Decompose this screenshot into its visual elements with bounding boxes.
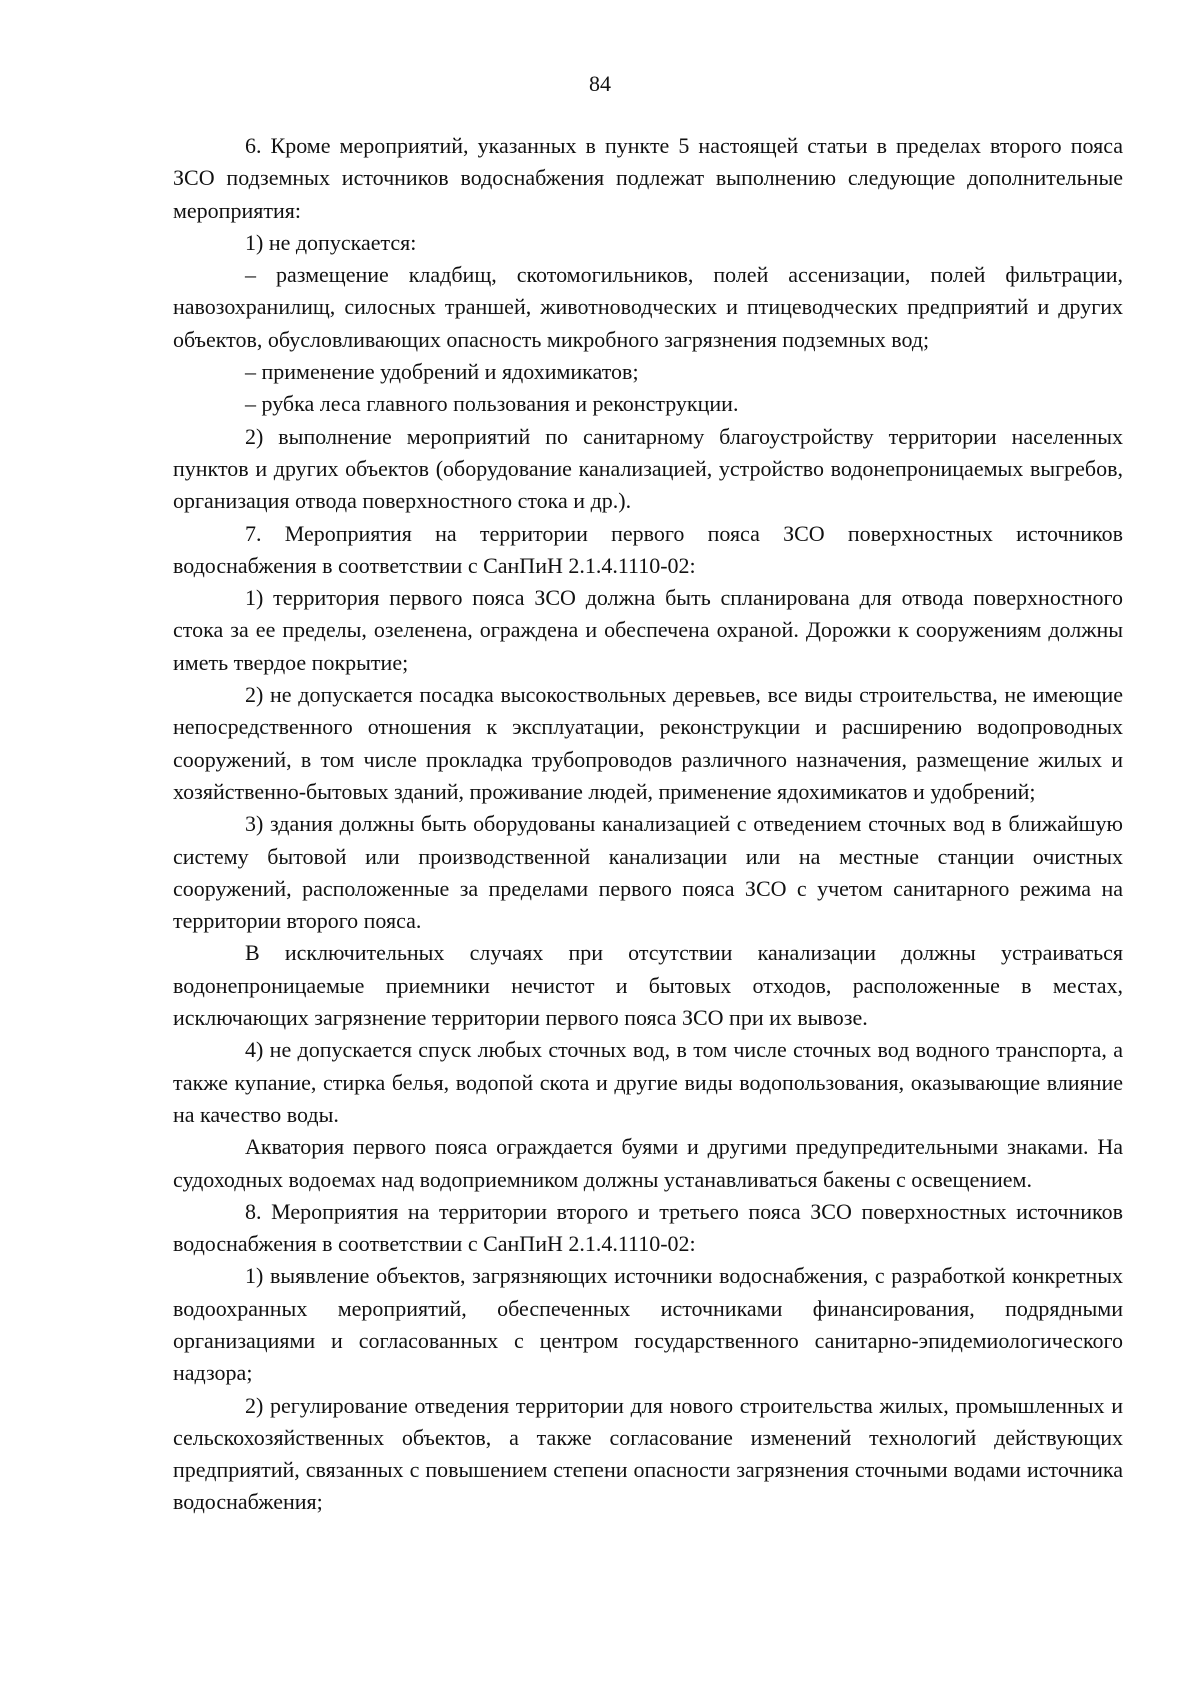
paragraph-7-intro: 7. Мероприятия на территории первого пояса ЗСО поверхностных источников водоснабжения в соответствии с СанПиН 2.1.4.1110-02: (173, 520, 1123, 578)
paragraph-6-item-1-dash-2: – применение удобрений и ядохимикатов; (245, 359, 639, 385)
paragraph-6-item-1-dash-3: – рубка леса главного пользования и реконструкции. (245, 391, 739, 417)
paragraph-6-item-1: 1) не допускается: (245, 229, 417, 255)
page-number: 84 (589, 71, 611, 96)
paragraph-7-aquatory: Акватория первого пояса ограждается буями и другими предупредительными знаками. На судоходных водоемах над водоприемником должны устанавливаться бакены с освещением. (173, 1134, 1123, 1192)
paragraph-6-intro: 6. Кроме мероприятий, указанных в пункте 5 настоящей статьи в пределах второго пояса ЗСО подземных источников водоснабжения подлежат выполнению следующие дополнительные мероприятия: (173, 133, 1123, 223)
paragraph-6-item-2: 2) выполнение мероприятий по санитарному благоустройству территории населенных пунктов и других объектов (оборудование канализацией, устройство водонепроницаемых выгребов, организация отвода поверхностного стока и др.). (173, 423, 1123, 514)
paragraph-7-item-3: 3) здания должны быть оборудованы канализацией с отведением сточных вод в ближайшую систему бытовой или производственной канализации или на местные станции очистных сооружений, расположенные за пределами первого пояса ЗСО с учетом санитарного режима на территории второго пояса. (173, 811, 1123, 934)
paragraph-8-intro: 8. Мероприятия на территории второго и третьего пояса ЗСО поверхностных источников водоснабжения в соответствии с СанПиН 2.1.4.1110-02: (173, 1198, 1123, 1257)
paragraph-8-item-1: 1) выявление объектов, загрязняющих источники водоснабжения, с разработкой конкретных водоохранных мероприятий, обеспеченных источниками финансирования, подрядными организациями и согласованных с центром государственного санитарно-эпидемиологического надзора; (173, 1263, 1123, 1386)
paragraph-6-item-1-dash-1: – размещение кладбищ, скотомогильников, полей ассенизации, полей фильтрации, навозохранилищ, силосных траншей, животноводческих и птицеводческих предприятий и других объектов, обусловливающих опасность микробного загрязнения подземных вод; (173, 262, 1123, 352)
paragraph-8-item-2: 2) регулирование отведения территории для нового строительства жилых, промышленных и сельскохозяйственных объектов, а также согласование изменений технологий действующих предприятий, связанных с повышением степени опасности загрязнения сточными водами источника водоснабжения; (173, 1392, 1123, 1515)
paragraph-7-item-3-exception: В исключительных случаях при отсутствии канализации должны устраиваться водонепроницаемые приемники нечистот и бытовых отходов, расположенные в местах, исключающих загрязнение территории первого пояса ЗСО при их вывозе. (173, 940, 1123, 1031)
document-body (173, 130, 1123, 1519)
paragraph-7-item-2: 2) не допускается посадка высокоствольных деревьев, все виды строительства, не имеющие непосредственного отношения к эксплуатации, реконструкции и расширению водопроводных сооружений, в том числе прокладка трубопроводов различного назначения, размещение жилых и хозяйственно-бытовых зданий, проживание людей, применение ядохимикатов и удобрений; (173, 682, 1123, 804)
paragraph-7-item-1: 1) территория первого пояса ЗСО должна быть спланирована для отвода поверхностного стока за ее пределы, озеленена, ограждена и обеспечена охраной. Дорожки к сооружениям должны иметь твердое покрытие; (173, 585, 1123, 675)
paragraph-7-item-4: 4) не допускается спуск любых сточных вод, в том числе сточных вод водного транспорта, а также купание, стирка белья, водопой скота и другие виды водопользования, оказывающие влияние на качество воды. (173, 1037, 1123, 1127)
